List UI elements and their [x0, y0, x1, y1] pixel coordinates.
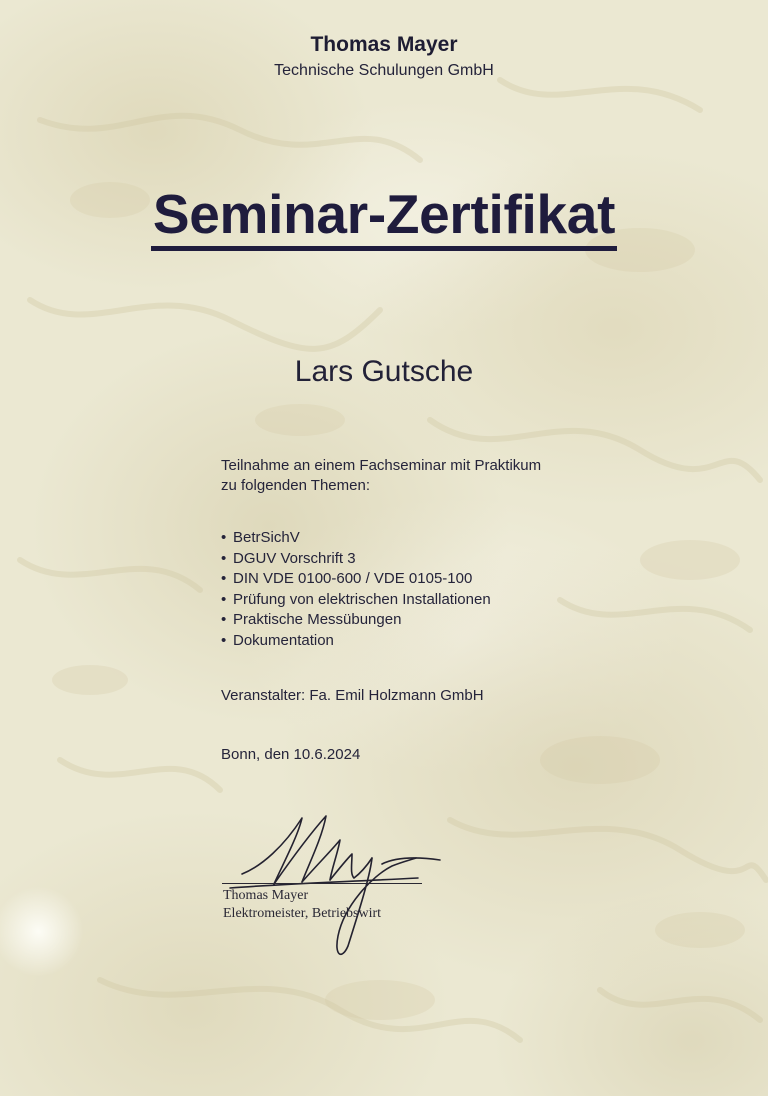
issuer-name: Thomas Mayer: [310, 33, 458, 56]
recipient-name: Lars Gutsche: [294, 355, 474, 388]
signer-title: Elektromeister, Betriebswirt: [223, 906, 382, 921]
issuer-company: Technische Schulungen GmbH: [274, 62, 494, 79]
signer-name: Thomas Mayer: [223, 888, 309, 903]
bullet-icon: •: [221, 529, 227, 546]
topic-item: [221, 549, 741, 570]
topic-label: Prüfung von elektrischen Installationen: [233, 590, 491, 608]
place-date: Bonn, den 10.6.2024: [221, 746, 361, 763]
bullet-icon: •: [221, 549, 227, 567]
topic-list: [221, 528, 741, 651]
topic-item: [221, 569, 741, 590]
organizer-text: Veranstalter: Fa. Emil Holzmann GmbH: [221, 687, 484, 704]
topic-item: [221, 631, 741, 652]
bullet-icon: •: [221, 590, 227, 608]
signature-line: [222, 883, 422, 884]
topic-item: [221, 528, 741, 549]
certificate-title-wrapper: [0, 183, 768, 251]
topic-label: Dokumentation: [233, 631, 334, 649]
handwritten-signature: [222, 796, 452, 961]
topic-item: [221, 590, 741, 611]
bullet-icon: •: [221, 631, 227, 649]
topic-item: [221, 610, 741, 631]
intro-line: Teilnahme an einem Fachseminar mit Praktikum: [221, 457, 542, 474]
intro-text: [221, 456, 741, 496]
topic-label: BetrSichV: [233, 529, 300, 546]
topic-label: Praktische Messübungen: [233, 611, 402, 628]
intro-line: zu folgenden Themen:: [221, 477, 370, 494]
topic-label: DIN VDE 0100-600 / VDE 0105-100: [233, 570, 473, 587]
bullet-icon: •: [221, 570, 227, 587]
certificate-title: Seminar-Zertifikat: [151, 183, 617, 251]
bullet-icon: •: [221, 611, 227, 628]
topic-label: DGUV Vorschrift 3: [233, 549, 356, 567]
